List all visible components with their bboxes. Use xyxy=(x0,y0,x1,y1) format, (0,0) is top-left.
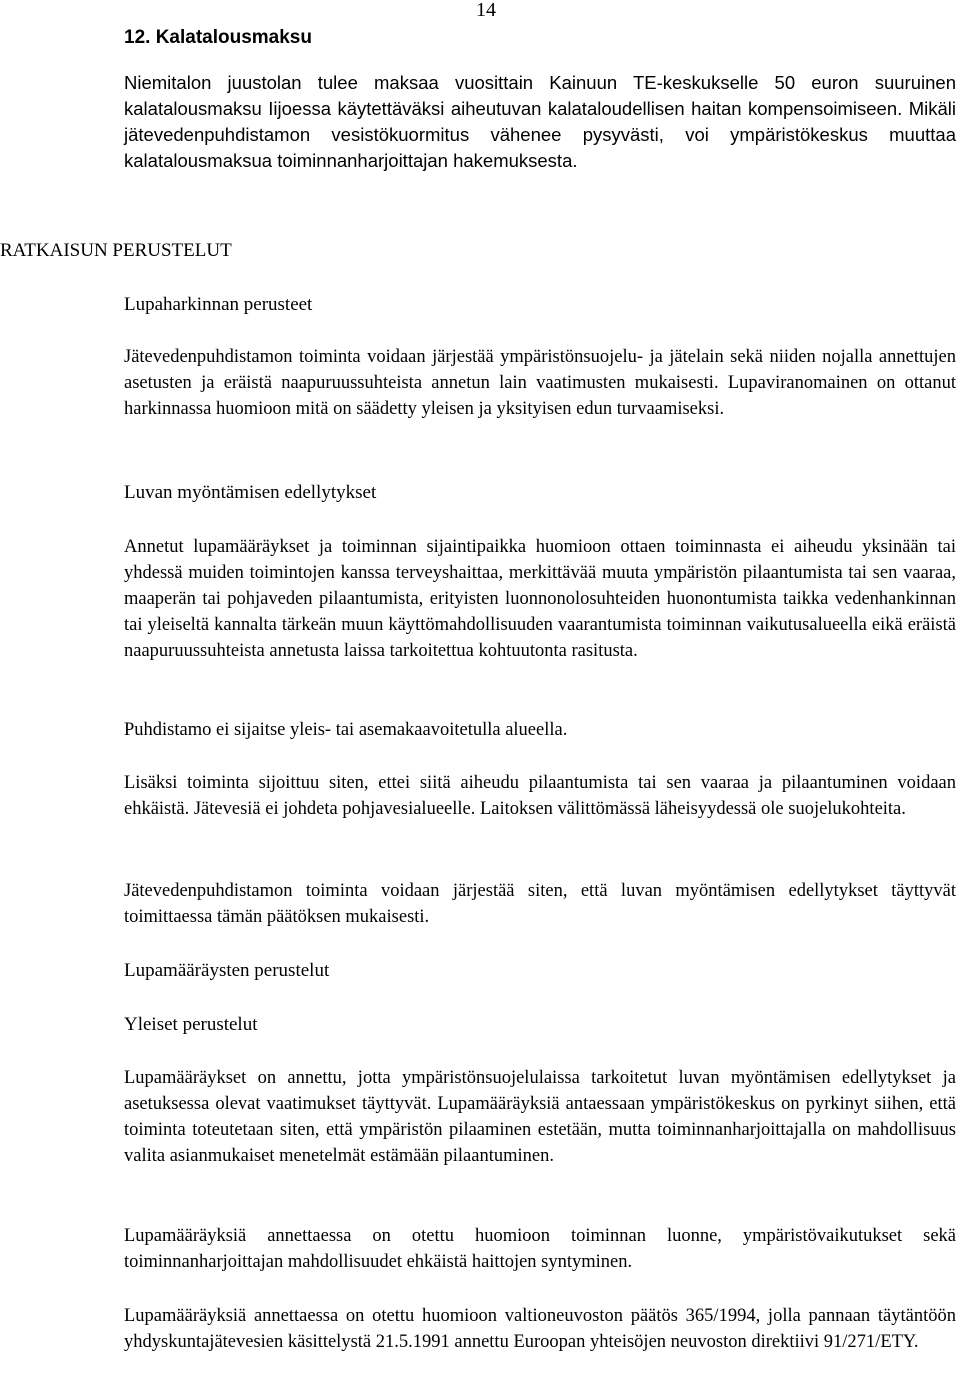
section-heading: 12. Kalatalousmaksu xyxy=(124,27,312,48)
paragraph-yleiset-3: Lupamääräyksiä annettaessa on otettu huomioon valtioneuvoston päätös 365/1994, jolla pannaan täytäntöön yhdyskuntajätevesien käsittelystä 21.5.1991 annettu Euroopan yhteisöjen neuvoston direktiivi 91/271/ETY. xyxy=(124,1306,956,1352)
subheading-lupaharkinnan-perusteet: Lupaharkinnan perusteet xyxy=(124,294,313,315)
intro-paragraph: Niemitalon juustolan tulee maksaa vuosittain Kainuun TE-keskukselle 50 euron suuruinen kalatalousmaksu Iijoessa käytettäväksi aiheutuvan kalataloudellisen haitan kompensoimiseen. Mikäli jätevedenpuhdistamon vesistökuormitus vähenee pysyvästi, voi ympäristökeskus muuttaa kalatalousmaksua toiminnanharjoittajan hakemuksesta. xyxy=(124,72,956,171)
paragraph-edellytykset-2: Puhdistamo ei sijaitse yleis- tai asemakaavoitetulla alueella. xyxy=(124,720,568,740)
paragraph-lupaharkinta: Jätevedenpuhdistamon toiminta voidaan järjestää ympäristönsuojelu- ja jätelain sekä niiden nojalla annettujen asetusten ja eräistä naapuruussuhteista annetun lain vaatimusten mukaisesti. Lupaviranomainen on ottanut harkinnassa huomioon mitä on säädetty yleisen ja yksityisen edun turvaamiseksi. xyxy=(124,347,956,419)
paragraph-edellytykset-3: Lisäksi toiminta sijoittuu siten, ettei siitä aiheudu pilaantumista tai sen vaaraa ja pilaantuminen voidaan ehkäistä. Jätevesiä ei johdeta pohjavesialueelle. Laitoksen välittömässä läheisyydessä ole suojelukohteita. xyxy=(124,773,956,819)
subheading-luvan-myontamisen-edellytykset: Luvan myöntämisen edellytykset xyxy=(124,482,377,503)
subheading-yleiset-perustelut: Yleiset perustelut xyxy=(124,1014,258,1035)
main-heading: RATKAISUN PERUSTELUT xyxy=(0,240,232,261)
paragraph-edellytykset-1: Annetut lupamääräykset ja toiminnan sijaintipaikka huomioon ottaen toiminnasta ei aiheudu yksinään tai yhdessä muiden toimintojen kanssa terveyshaittaa, merkittävää muuta ympäristön pilaantumista tai sen vaaraa, maaperän tai pohjaveden pilaantumista, erityisten luonnonolosuhteiden huonontumista taikka vedenhankinnan tai yleiseltä kannalta tärkeän muun käyttömahdollisuuden vaarantumista toiminnan vaikutusalueella eikä eräistä naapuruussuhteista annetusta laissa tarkoitettua kohtuutonta rasitusta. xyxy=(124,537,956,661)
paragraph-edellytykset-4: Jätevedenpuhdistamon toiminta voidaan järjestää siten, että luvan myöntämisen edellytykset täyttyvät toimittaessa tämän päätöksen mukaisesti. xyxy=(124,881,956,927)
subheading-lupamaaraysten-perustelut: Lupamääräysten perustelut xyxy=(124,960,330,981)
page-number: 14 xyxy=(476,0,496,21)
paragraph-yleiset-1: Lupamääräykset on annettu, jotta ympäristönsuojelulaissa tarkoitetut luvan myöntämisen edellytykset ja asetuksessa olevat vaatimukset täyttyvät. Lupamääräyksiä antaessaan ympäristökeskus on pyrkinyt siihen, että toiminta toteutetaan siten, että ympäristön pilaaminen estetään, mutta toiminnanharjoittajalla on mahdollisuus valita asianmukaiset menetelmät estämään pilaantuminen. xyxy=(124,1068,956,1166)
paragraph-yleiset-2: Lupamääräyksiä annettaessa on otettu huomioon toiminnan luonne, ympäristövaikutukset sekä toiminnanharjoittajan mahdollisuudet ehkäistä haittojen syntyminen. xyxy=(124,1226,956,1272)
